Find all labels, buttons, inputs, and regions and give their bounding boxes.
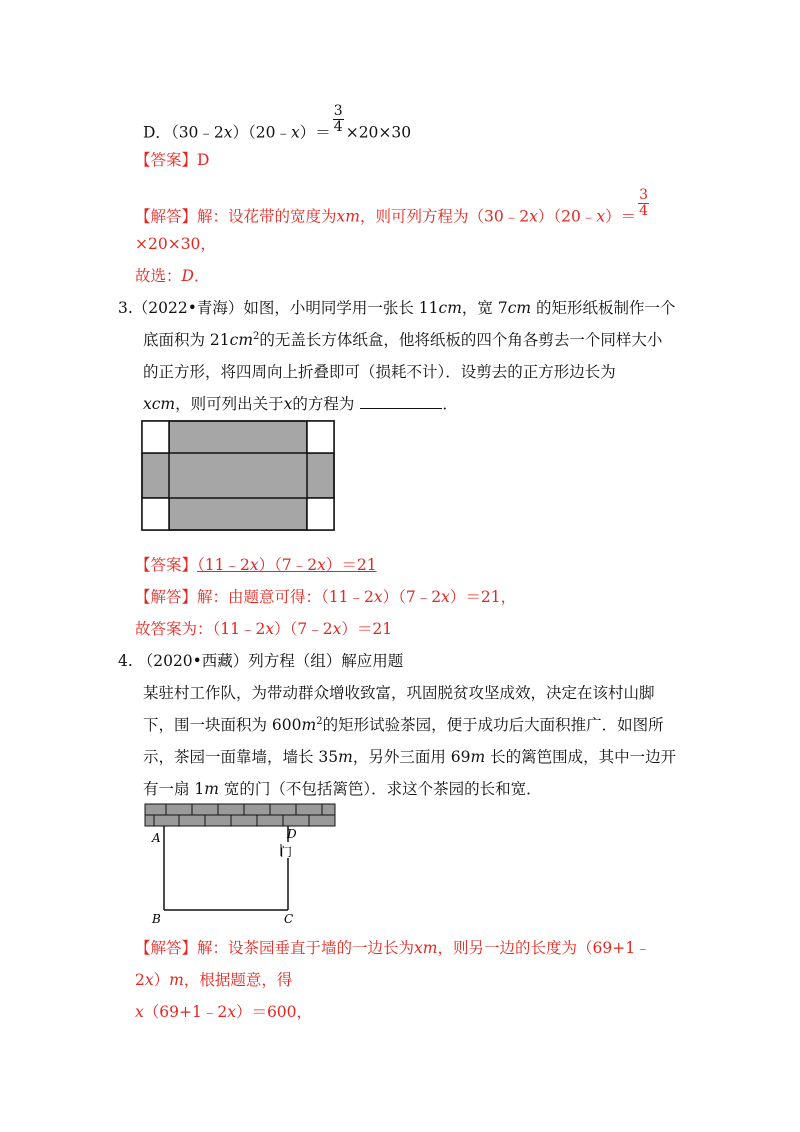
analysis-q3-line2: 故答案为：（11﹣2x）（7﹣2x）＝21 xyxy=(135,620,393,638)
horizontal-strip xyxy=(142,453,334,498)
tea-garden-figure xyxy=(142,802,342,928)
q4-line2: 某驻村工作队，为带动群众增收致富，巩固脱贫攻坚成效，决定在该村山脚 xyxy=(143,684,655,702)
q3-line2: 底面积为 $21cm^2$的无盖长方体纸盒，他将纸板的四个角各剪去一个同样大小 xyxy=(143,330,663,349)
answer-q2: 【答案】D xyxy=(135,151,210,169)
analysis-q4-line2: 2x）m，根据题意，得 xyxy=(135,971,293,989)
corner-square-bl xyxy=(142,498,169,530)
fraction-3-4: $\frac{3}{4}$ xyxy=(333,103,343,135)
q4-line1: 4. （2020•西藏）列方程（组）解应用题 xyxy=(118,652,404,670)
q3-line4: xcm，则可列出关于x的方程为 ． xyxy=(143,395,458,413)
analysis-q2-line3: 故选：D． xyxy=(135,267,210,285)
q3-line3: 的正方形，将四周向上折叠即可（损耗不计）．设剪去的正方形边长为 xyxy=(143,363,616,381)
answer-blank xyxy=(360,394,442,409)
cardboard-figure xyxy=(141,420,337,532)
corner-square-tr xyxy=(307,421,334,453)
corner-square-tl xyxy=(142,421,169,453)
q4-line4: 示，茶园一面靠墙，墙长 35m，另外三面用 69m 长的篱笆围成，其中一边开 xyxy=(143,748,677,766)
answer-q3: 【答案】（11﹣2x）（7﹣2x）＝21 xyxy=(135,556,377,574)
label-door: 门 xyxy=(280,845,293,859)
q4-line5: 有一扇 1m 宽的门（不包括篱笆）．求这个茶园的长和宽． xyxy=(143,780,542,798)
analysis-q4-line1: 【解答】解：设茶园垂直于墙的一边长为xm，则另一边的长度为（69+1﹣ xyxy=(135,939,651,957)
q4-line3: 下，围一块面积为 $600m^2$的矩形试验茶园，便于成功后大面积推广．如图所 xyxy=(143,715,664,734)
label-d: D xyxy=(287,827,297,841)
fraction-3-4: $\frac{3}{4}$ xyxy=(639,187,648,219)
label-a: A xyxy=(152,831,161,845)
analysis-q2-line1: 【解答】解：设花带的宽度为xm，则可列方程为（30﹣2x）（20﹣x）＝ $\frac{3}{4}$ xyxy=(135,187,648,226)
label-b: B xyxy=(152,912,161,926)
option-d: D．（30﹣2x）（20﹣x）＝ $\frac{3}{4}$ ×20×30 xyxy=(143,103,412,142)
analysis-q4-line3: x（69+1﹣2x）＝600， xyxy=(135,1003,313,1021)
answer-q3-value: （11﹣2x）（7﹣2x）＝21 xyxy=(197,556,377,574)
analysis-q3-line1: 【解答】解：由题意可得：（11﹣2x）（7﹣2x）＝21， xyxy=(135,588,517,606)
label-c: C xyxy=(284,912,294,926)
analysis-q2-line2: ×20×30， xyxy=(135,235,216,253)
q3-line1: 3.（2022•青海）如图，小明同学用一张长 11cm，宽 7cm 的矩形纸板制作一个 xyxy=(118,299,676,317)
corner-square-br xyxy=(307,498,334,530)
